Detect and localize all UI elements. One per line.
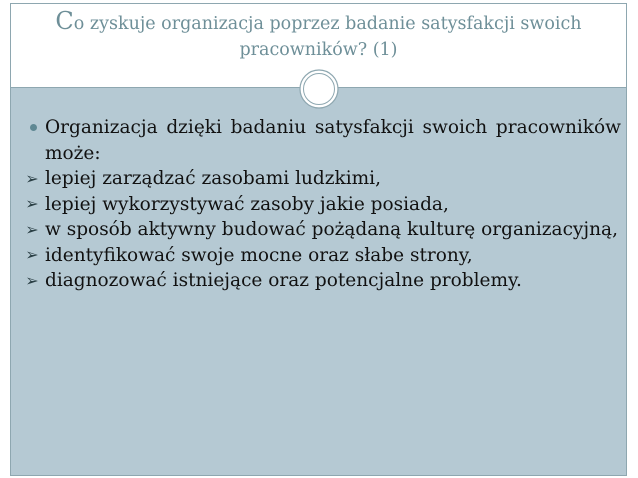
arrow-bullet-icon: ➢ bbox=[25, 245, 39, 265]
bullet-item-hr bbox=[21, 166, 621, 192]
bullet-text: identyfikować swoje mocne oraz słabe strony, bbox=[45, 244, 473, 266]
bullet-item-resources bbox=[21, 192, 621, 218]
arrow-bullet-icon: ➢ bbox=[25, 194, 39, 214]
bullet-item-problems bbox=[21, 268, 621, 294]
title-first-letter: C bbox=[55, 7, 74, 35]
dot-bullet-icon bbox=[21, 115, 43, 140]
bullet-text: lepiej zarządzać zasobami ludzkimi, bbox=[45, 168, 381, 189]
bullet-text: lepiej wykorzystywać zasoby jakie posiada, bbox=[45, 193, 449, 215]
content-area bbox=[11, 88, 626, 475]
circle-ornament-icon bbox=[299, 69, 339, 109]
bullet-item-intro bbox=[21, 115, 621, 166]
bullet-item-culture bbox=[21, 217, 621, 243]
arrow-bullet-icon: ➢ bbox=[25, 168, 39, 188]
bullet-list bbox=[21, 115, 621, 294]
bullet-text: w sposób aktywny budować pożądaną kulturę organizacyjną, bbox=[45, 219, 618, 240]
arrow-bullet-icon: ➢ bbox=[25, 270, 39, 290]
arrow-bullet-icon: ➢ bbox=[25, 219, 39, 239]
title-text: o zyskuje organizacja poprzez badanie satysfakcji swoich pracowników? (1) bbox=[73, 14, 582, 60]
bullet-text: Organizacja dzięki badaniu satysfakcji swoich pracowników może: bbox=[45, 117, 621, 164]
bullet-item-strengths bbox=[21, 243, 621, 269]
bullet-text: diagnozować istniejące oraz potencjalne problemy. bbox=[45, 270, 522, 291]
slide-title bbox=[31, 8, 606, 63]
